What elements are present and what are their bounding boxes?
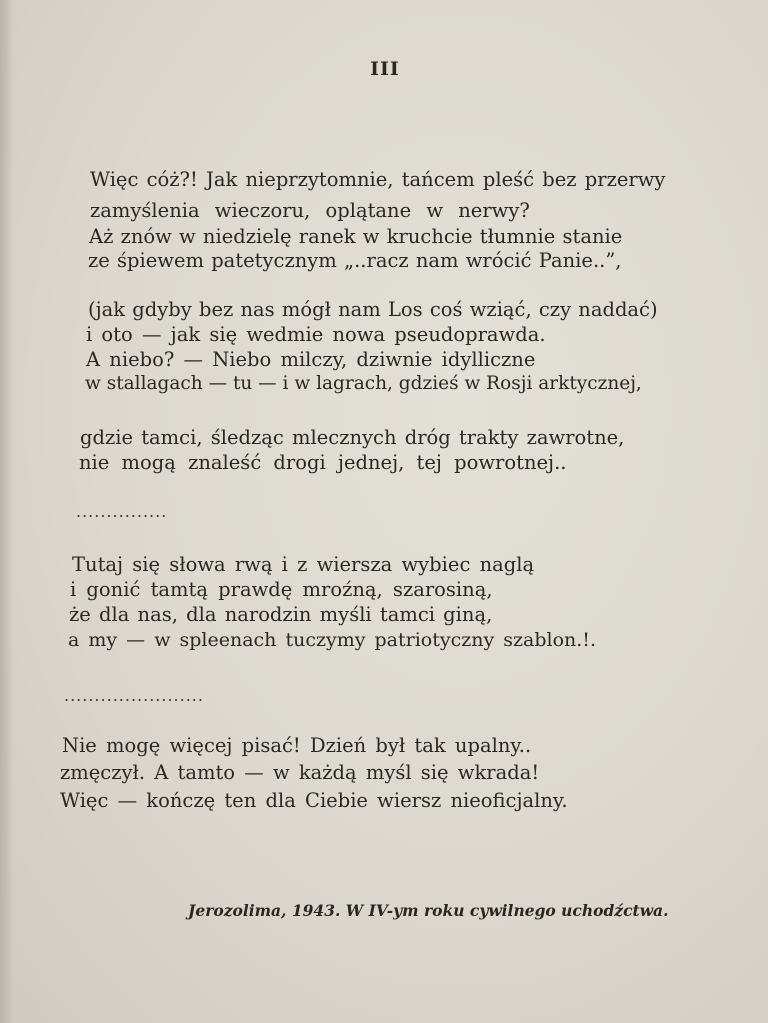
poem-line: (jak gdyby bez nas mógł nam Los coś wziąć, czy naddać) xyxy=(88,298,658,321)
poem-line: i gonić tamtą prawdę mroźną, szarosiną, xyxy=(70,578,493,601)
place-date-note: Jerozolima, 1943. W IV-ym roku cywilnego uchodźctwa. xyxy=(188,901,669,920)
poem-line: nie mogą znaleść drogi jednej, tej powrotnej.. xyxy=(79,451,567,474)
poem-line: zamyślenia wieczoru, oplątane w nerwy? xyxy=(90,199,530,222)
poem-line: ze śpiewem patetycznym „..racz nam wrócić Panie..”, xyxy=(88,249,622,272)
poem-line: a my — w spleenach tuczymy patriotyczny szablon.!. xyxy=(68,629,596,651)
poem-line: Tutaj się słowa rwą i z wiersza wybiec naglą xyxy=(72,553,535,576)
separator-dots: ....................... xyxy=(64,686,204,705)
poem-line: i oto — jak się wedmie nowa pseudoprawda. xyxy=(86,323,546,346)
poem-line: że dla nas, dla narodzin myśli tamci giną, xyxy=(69,603,493,626)
poem-line: gdzie tamci, śledząc mlecznych dróg trakty zawrotne, xyxy=(80,426,625,449)
poem-line: Nie mogę więcej pisać! Dzień był tak upalny.. xyxy=(62,734,532,757)
poem-line: Aż znów w niedzielę ranek w kruchcie tłumnie stanie xyxy=(89,225,623,248)
poem-line: zmęczył. A tamto — w każdą myśl się wkrada! xyxy=(60,761,540,784)
separator-dots: ............... xyxy=(76,502,168,521)
poem-line: Więc cóż?! Jak nieprzytomnie, tańcem pleść bez przerwy xyxy=(90,168,666,191)
section-heading: III xyxy=(370,58,400,80)
poem-line: w stallagach — tu — i w lagrach, gdzieś w Rosji arktycznej, xyxy=(85,373,642,394)
poem-line: A niebo? — Niebo milczy, dziwnie idylliczne xyxy=(86,348,536,371)
poem-line: Więc — kończę ten dla Ciebie wiersz nieoficjalny. xyxy=(60,789,568,812)
page-edge-shadow xyxy=(0,0,14,1023)
